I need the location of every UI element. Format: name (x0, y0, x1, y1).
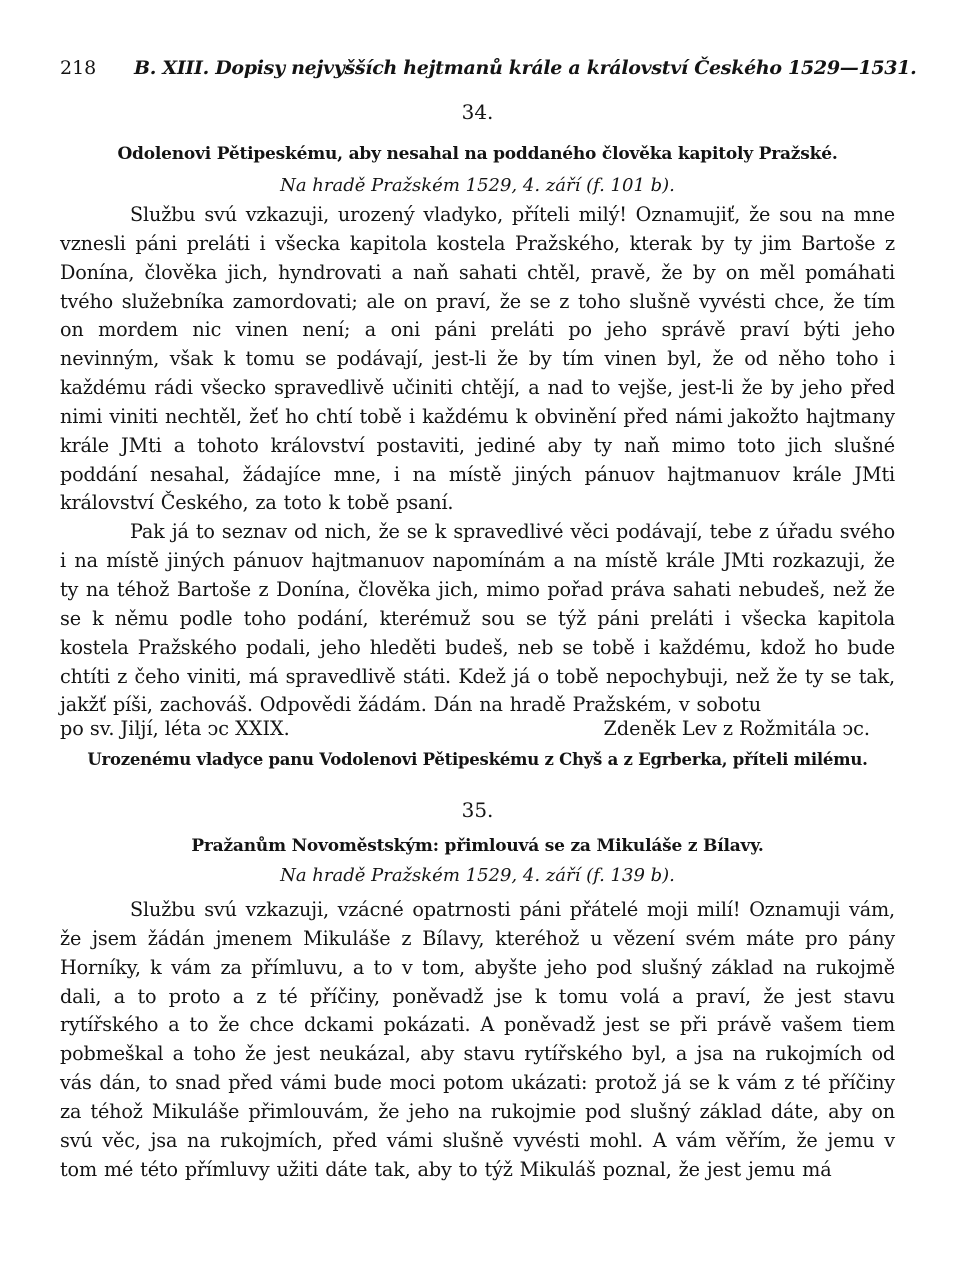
letter-address: Urozenému vladyce panu Vodolenovi Pětipeskému z Chyš a z Egrberka, příteli milému. (87, 750, 868, 769)
running-title: B. XIII. Dopisy nejvyšších hejtmanů krále a království Českého 1529—1531. (134, 57, 917, 79)
paragraph: Službu svú vzkazuji, vzácné opatrnosti páni přátelé moji milí! Oznamuji vám, že jsem žádán jmenem Mikuláše z Bílavy, kteréhož u vězení svém máte pro pány Horníky, k vám za přímluvu, a to v tom, abyšte jeho pod slušný základ na rukojmě dali, a to proto a z té příčiny, poněvadž jse k tomu volá a praví, že jest stavu rytířského a to že chce dckami pokázati. A poněvadž jest se při právě vašem tiem pobmeškal a toho že jest neukázal, aby stavu rytířského byl, a jsa na rukojmích od vás dán, to snad před vámi bude moci potom ukázati: protož já se k vám z té příčiny za téhož Mikuláše přimlouvám, že jeho na rukojmie pod slušný základ dáte, aby on svú věc, jsa na rukojmích, před vámi slušně vyvésti mohl. A vám věřím, že jemu v tom mé této přímluvy užiti dáte tak, aby to týž Mikuláš poznal, že jest jemu má (60, 898, 895, 1181)
paragraph: Pak já to seznav od nich, že se k spravedlivé věci podávají, tebe z úřadu svého i na místě jiných pánuov hajtmanuov napomínám a na místě krále JMti rozkazuji, že ty na téhož Bartoše z Donína, člověka jich, mimo pořad práva sahati nebudeš, než že se k němu podle toho podání, kterémuž sou se týž páni preláti i všecka kapitola kostela Pražského podali, jeho hleděti budeš, neb se tobě i každému, kdož ho bude chtíti z čeho viniti, má spravedlivě státi. Kdež já o tobě nepochybuji, než že ty se tak, jakžť píši, zachováš. Odpovědi žádám. Dán na hradě Pražském, v sobotu (60, 520, 895, 717)
letter-summary: Odolenovi Pětipeskému, aby nesahal na poddaného člověka kapitoly Pražské. (117, 144, 838, 164)
letter-summary: Pražanům Novoměstským: přimlouvá se za Mikuláše z Bílavy. (191, 836, 764, 856)
letter-body (60, 201, 895, 720)
paragraph: Službu svú vzkazuji, urozený vladyko, příteli milý! Oznamujiť, že sou na mne vznesli páni preláti i všecka kapitola kostela Pražského, kterak by ty jim Bartoše z Donína, člověka jich, hyndrovati a naň sahati chtěl, pravě, že by on měl pomáhati tvého služebníka zamordovati; ale on praví, že se z toho slušně vyvésti chce, že tím on mordem nic vinen není; a oni páni preláti po jeho správě praví býti jeho nevinným, však k tomu se podávají, jest-li že by tím vinen byl, že od něho toho i každému rádi všecko spravedlivě učiniti chtějí, a nad to vejše, jest-li že by jeho před nimi viniti nechtěl, žeť ho chtí tobě i každému k obvinění před námi jakožto hajtmany krále JMti a tohoto království postaviti, jediné aby ty naň mimo toto jich slušné poddání nesahal, žádajíce mne, i na místě jiných pánuov hajtmanuov krále JMti království Českého, za toto k tobě psaní. (60, 203, 895, 515)
letter-dateline: Na hradě Pražském 1529, 4. září (f. 139 b). (280, 865, 675, 886)
closing-date: po sv. Jiljí, léta ↄc XXIX. (60, 717, 290, 740)
signature: Zdeněk Lev z Rožmitála ↄc. (603, 717, 870, 740)
letter-body (60, 896, 895, 1184)
page-header (60, 52, 917, 84)
letter-number: 34. (461, 100, 494, 124)
letter-dateline: Na hradě Pražském 1529, 4. září (f. 101 b). (280, 175, 675, 196)
document-page (60, 0, 917, 1280)
letter-number: 35. (461, 798, 494, 822)
page-number: 218 (60, 57, 97, 79)
